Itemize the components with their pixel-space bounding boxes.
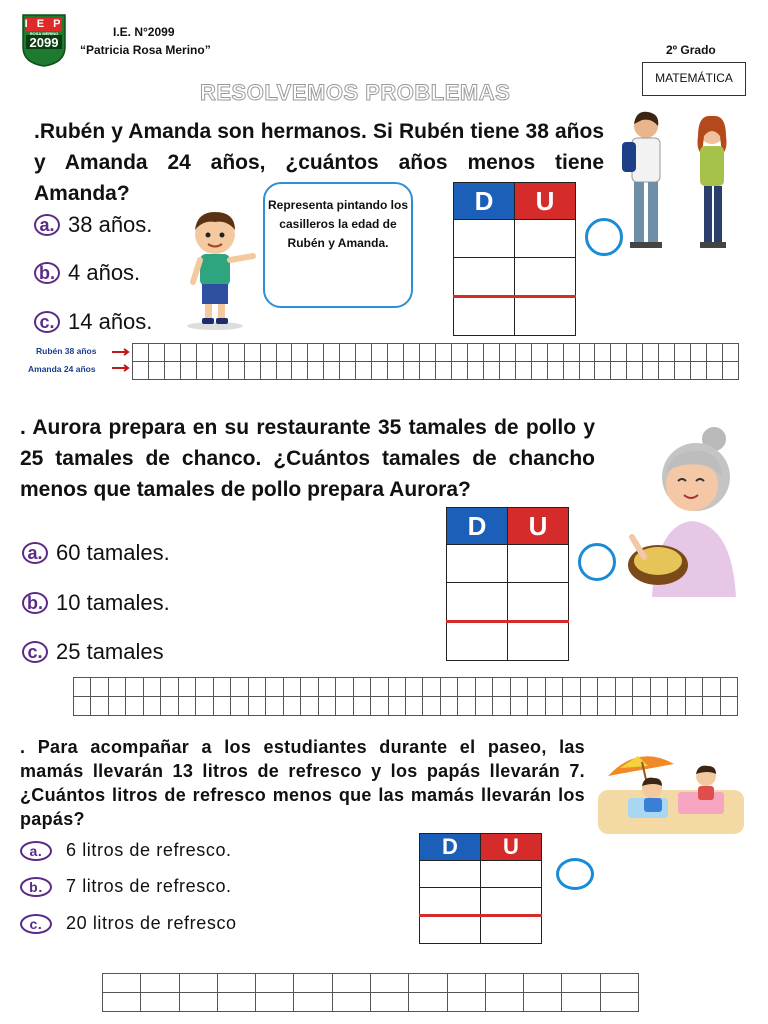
du-cell[interactable] — [420, 888, 481, 916]
grid-cell[interactable] — [633, 678, 650, 697]
instruction-bubble — [263, 182, 413, 308]
answer-circle-2[interactable] — [578, 543, 616, 581]
grid-cell[interactable] — [292, 362, 308, 380]
grid-cell[interactable] — [231, 697, 248, 716]
grid-cell[interactable] — [406, 678, 423, 697]
grid-cell[interactable] — [409, 993, 447, 1012]
logo-subtitle: ROSA MERINO — [29, 31, 59, 36]
grid-cell[interactable] — [180, 993, 218, 1012]
grid-cell[interactable] — [388, 362, 404, 380]
grid-cell[interactable] — [294, 974, 332, 993]
grid-cell[interactable] — [616, 678, 633, 697]
tens-header: D — [447, 508, 508, 545]
grid-cell[interactable] — [284, 678, 301, 697]
problem1-question: ¿cuántos años menos tiene Amanda? — [34, 151, 605, 205]
problem1-option-c[interactable] — [34, 309, 152, 335]
du-cell[interactable] — [420, 916, 481, 944]
place-value-table-1 — [453, 182, 576, 336]
grid-cell[interactable] — [476, 678, 493, 697]
option-text: 25 tamales — [56, 639, 164, 664]
grid-cell[interactable] — [707, 344, 723, 362]
grid-cell[interactable] — [476, 697, 493, 716]
grid-cell[interactable] — [196, 697, 213, 716]
grid-cell[interactable] — [659, 362, 675, 380]
grid-cell[interactable] — [598, 697, 615, 716]
subject-label: MATEMÁTICA — [655, 71, 733, 85]
option-letter: a. — [34, 214, 60, 236]
problem3-option-c[interactable] — [20, 913, 237, 934]
option-text: 38 años. — [68, 212, 153, 237]
grid-cell[interactable] — [144, 678, 161, 697]
grid-cell[interactable] — [404, 344, 420, 362]
place-value-table-2 — [446, 507, 569, 661]
counting-grid-2[interactable] — [73, 677, 738, 716]
grid-cell[interactable] — [249, 678, 266, 697]
grid-cell[interactable] — [356, 344, 372, 362]
grid-cell[interactable] — [721, 678, 738, 697]
problem1-option-a[interactable] — [34, 212, 152, 238]
option-letter: c. — [20, 914, 52, 934]
grid-cell[interactable] — [340, 344, 356, 362]
option-letter: b. — [22, 592, 48, 614]
grade-label: 2º Grado — [666, 43, 716, 57]
grid-cell[interactable] — [301, 678, 318, 697]
grid-cell[interactable] — [500, 344, 516, 362]
grid-cell[interactable] — [229, 344, 245, 362]
grid-cell[interactable] — [103, 974, 141, 993]
grid-cell[interactable] — [675, 344, 691, 362]
grid-cell[interactable] — [486, 974, 524, 993]
option-text: 6 litros de refresco. — [66, 840, 232, 860]
du-cell[interactable] — [447, 545, 508, 583]
grandmother-illustration — [622, 425, 746, 602]
grid-cell[interactable] — [448, 993, 486, 1012]
subject-box — [642, 62, 746, 96]
grid-cell[interactable] — [371, 678, 388, 697]
grid-cell[interactable] — [564, 362, 580, 380]
grid-cell[interactable] — [458, 697, 475, 716]
place-value-table-3 — [419, 833, 542, 944]
grid-cell[interactable] — [546, 678, 563, 697]
grid-cell[interactable] — [627, 362, 643, 380]
grid-cell[interactable] — [218, 974, 256, 993]
grid-cell[interactable] — [333, 974, 371, 993]
grid-cell[interactable] — [91, 697, 108, 716]
grid-cell[interactable] — [245, 362, 261, 380]
grid-cell[interactable] — [493, 678, 510, 697]
grid-cell[interactable] — [161, 678, 178, 697]
du-cell[interactable] — [481, 916, 542, 944]
grid-cell[interactable] — [149, 344, 165, 362]
grid-cell[interactable] — [277, 344, 293, 362]
grid-cell[interactable] — [468, 344, 484, 362]
grid-cell[interactable] — [371, 697, 388, 716]
grid-cell[interactable] — [74, 678, 91, 697]
grid-cell[interactable] — [458, 678, 475, 697]
grid-cell[interactable] — [441, 678, 458, 697]
answer-circle-3[interactable] — [556, 858, 594, 890]
grid-cell[interactable] — [420, 362, 436, 380]
grid-cell[interactable] — [109, 697, 126, 716]
grid-cell[interactable] — [266, 678, 283, 697]
grid-cell[interactable] — [595, 362, 611, 380]
grid-cell[interactable] — [261, 344, 277, 362]
grid-cell[interactable] — [528, 697, 545, 716]
grid-cell[interactable] — [516, 344, 532, 362]
grid-label-ruben: Rubén 38 años — [36, 346, 97, 356]
problem2-option-a[interactable] — [22, 540, 170, 566]
grid-cell[interactable] — [141, 993, 179, 1012]
grid-cell[interactable] — [668, 678, 685, 697]
grid-cell[interactable] — [354, 678, 371, 697]
grid-cell[interactable] — [388, 344, 404, 362]
beach-illustration — [598, 746, 744, 839]
option-letter: c. — [34, 311, 60, 333]
school-number: I.E. N°2099 — [113, 25, 175, 39]
grid-cell[interactable] — [371, 993, 409, 1012]
option-letter: b. — [34, 262, 60, 284]
grid-cell[interactable] — [643, 362, 659, 380]
grid-cell[interactable] — [340, 362, 356, 380]
grid-cell[interactable] — [308, 362, 324, 380]
grid-cell[interactable] — [165, 362, 181, 380]
grid-cell[interactable] — [611, 362, 627, 380]
tens-header: D — [420, 834, 481, 861]
grid-cell[interactable] — [213, 344, 229, 362]
grid-cell[interactable] — [354, 697, 371, 716]
problem1-option-b[interactable] — [34, 260, 140, 286]
grid-cell[interactable] — [214, 678, 231, 697]
grid-cell[interactable] — [109, 678, 126, 697]
counting-grid-1[interactable] — [132, 343, 739, 380]
grid-cell[interactable] — [651, 697, 668, 716]
problem3-statement: . Para acompañar a los estudiantes durante el paseo, las mamás llevarán 13 litros de refresco y los papás llevarán 7. — [20, 737, 585, 781]
grid-cell[interactable] — [149, 362, 165, 380]
grid-cell[interactable] — [181, 362, 197, 380]
units-header: U — [508, 508, 569, 545]
grid-cell[interactable] — [141, 974, 179, 993]
du-cell[interactable] — [515, 297, 576, 336]
grid-cell[interactable] — [564, 344, 580, 362]
grid-cell[interactable] — [256, 993, 294, 1012]
du-cell[interactable] — [515, 220, 576, 258]
units-header: U — [515, 183, 576, 220]
grid-cell[interactable] — [249, 697, 266, 716]
grid-cell[interactable] — [500, 362, 516, 380]
option-letter: a. — [20, 841, 52, 861]
grid-label-amanda: Amanda 24 años — [28, 364, 96, 374]
grid-cell[interactable] — [511, 678, 528, 697]
grid-cell[interactable] — [231, 678, 248, 697]
grid-cell[interactable] — [133, 344, 149, 362]
grid-cell[interactable] — [548, 344, 564, 362]
grid-cell[interactable] — [511, 697, 528, 716]
grid-cell[interactable] — [324, 362, 340, 380]
du-cell[interactable] — [447, 583, 508, 622]
grid-cell[interactable] — [214, 697, 231, 716]
grid-cell[interactable] — [721, 697, 738, 716]
option-letter: b. — [20, 877, 52, 897]
grid-cell[interactable] — [74, 697, 91, 716]
grid-cell[interactable] — [563, 697, 580, 716]
option-text: 14 años. — [68, 309, 153, 334]
grid-cell[interactable] — [723, 344, 739, 362]
grid-cell[interactable] — [336, 697, 353, 716]
grid-cell[interactable] — [213, 362, 229, 380]
problem3-option-b[interactable] — [20, 876, 232, 897]
grid-cell[interactable] — [562, 993, 600, 1012]
problem3-question: ¿Cuántos litros de refresco menos que las mamás llevarán los papás? — [20, 785, 585, 829]
grid-cell[interactable] — [452, 362, 468, 380]
grid-cell[interactable] — [284, 697, 301, 716]
grid-cell[interactable] — [562, 974, 600, 993]
grid-cell[interactable] — [103, 993, 141, 1012]
grid-cell[interactable] — [389, 678, 406, 697]
grid-cell[interactable] — [581, 697, 598, 716]
grid-cell[interactable] — [601, 974, 639, 993]
grid-cell[interactable] — [675, 362, 691, 380]
grid-cell[interactable] — [563, 678, 580, 697]
option-letter: c. — [22, 641, 48, 663]
grid-cell[interactable] — [633, 697, 650, 716]
grid-cell[interactable] — [301, 697, 318, 716]
grid-cell[interactable] — [686, 678, 703, 697]
grid-cell[interactable] — [436, 362, 452, 380]
grid-cell[interactable] — [356, 362, 372, 380]
grid-cell[interactable] — [91, 678, 108, 697]
grid-cell[interactable] — [308, 344, 324, 362]
grid-cell[interactable] — [484, 344, 500, 362]
du-cell[interactable] — [508, 545, 569, 583]
du-cell[interactable] — [454, 258, 515, 297]
grid-cell[interactable] — [532, 362, 548, 380]
grid-cell[interactable] — [616, 697, 633, 716]
option-text: 7 litros de refresco. — [66, 876, 232, 896]
du-cell[interactable] — [481, 888, 542, 916]
grid-cell[interactable] — [420, 344, 436, 362]
grid-cell[interactable] — [659, 344, 675, 362]
grid-cell[interactable] — [668, 697, 685, 716]
problem1-statement: .Rubén y Amanda son hermanos. Si Rubén tiene 38 años y Amanda 24 años, — [34, 120, 604, 174]
grid-cell[interactable] — [277, 362, 293, 380]
grid-cell[interactable] — [452, 344, 468, 362]
grid-cell[interactable] — [423, 697, 440, 716]
du-cell[interactable] — [508, 583, 569, 622]
grid-cell[interactable] — [319, 678, 336, 697]
arrow-icons — [110, 346, 132, 374]
grid-cell[interactable] — [336, 678, 353, 697]
grid-cell[interactable] — [197, 362, 213, 380]
grid-cell[interactable] — [292, 344, 308, 362]
grid-cell[interactable] — [324, 344, 340, 362]
grid-cell[interactable] — [256, 974, 294, 993]
grid-cell[interactable] — [686, 697, 703, 716]
grid-cell[interactable] — [580, 362, 596, 380]
grid-cell[interactable] — [165, 344, 181, 362]
grid-cell[interactable] — [126, 697, 143, 716]
problem3-option-a[interactable] — [20, 840, 232, 861]
problem2-question: ¿Cuántos tamales de chancho menos que tamales de pollo prepara Aurora? — [20, 447, 596, 501]
grid-cell[interactable] — [580, 344, 596, 362]
grid-cell[interactable] — [528, 678, 545, 697]
logo-iep: I E P — [24, 18, 64, 30]
grid-cell[interactable] — [601, 993, 639, 1012]
bubble-text: Representa pintando los casilleros la edad de Rubén y Amanda. — [267, 198, 409, 250]
units-header: U — [481, 834, 542, 861]
school-logo — [19, 13, 69, 67]
grid-cell[interactable] — [598, 678, 615, 697]
siblings-illustration — [612, 110, 742, 263]
problem2-option-b[interactable] — [22, 590, 170, 616]
option-text: 20 litros de refresco — [66, 913, 237, 933]
grid-cell[interactable] — [319, 697, 336, 716]
grid-cell[interactable] — [229, 362, 245, 380]
grid-cell[interactable] — [180, 974, 218, 993]
grid-cell[interactable] — [611, 344, 627, 362]
grid-cell[interactable] — [436, 344, 452, 362]
grid-cell[interactable] — [703, 678, 720, 697]
grid-cell[interactable] — [486, 993, 524, 1012]
grid-cell[interactable] — [261, 362, 277, 380]
grid-cell[interactable] — [493, 697, 510, 716]
grid-cell[interactable] — [179, 697, 196, 716]
grid-cell[interactable] — [389, 697, 406, 716]
grid-cell[interactable] — [144, 697, 161, 716]
grid-cell[interactable] — [126, 678, 143, 697]
option-text: 10 tamales. — [56, 590, 170, 615]
grid-cell[interactable] — [595, 344, 611, 362]
du-cell[interactable] — [481, 861, 542, 888]
grid-cell[interactable] — [245, 344, 261, 362]
grid-cell[interactable] — [133, 362, 149, 380]
grid-cell[interactable] — [266, 697, 283, 716]
du-cell[interactable] — [447, 622, 508, 661]
grid-cell[interactable] — [294, 993, 332, 1012]
grid-cell[interactable] — [703, 697, 720, 716]
grid-cell[interactable] — [423, 678, 440, 697]
option-text: 60 tamales. — [56, 540, 170, 565]
grid-cell[interactable] — [691, 362, 707, 380]
du-cell[interactable] — [454, 220, 515, 258]
grid-cell[interactable] — [179, 678, 196, 697]
school-name: “Patricia Rosa Merino” — [80, 43, 211, 57]
grid-cell[interactable] — [404, 362, 420, 380]
grid-cell[interactable] — [197, 344, 213, 362]
du-cell[interactable] — [508, 622, 569, 661]
grid-cell[interactable] — [524, 974, 562, 993]
problem2-statement: . Aurora prepara en su restaurante 35 tamales de pollo y 25 tamales de chanco. — [20, 416, 595, 470]
grid-cell[interactable] — [651, 678, 668, 697]
grid-cell[interactable] — [643, 344, 659, 362]
grid-cell[interactable] — [406, 697, 423, 716]
problem2-text — [20, 412, 595, 505]
grid-cell[interactable] — [723, 362, 739, 380]
problem3-text — [20, 735, 585, 831]
grid-cell[interactable] — [524, 993, 562, 1012]
grid-cell[interactable] — [516, 362, 532, 380]
grid-cell[interactable] — [441, 697, 458, 716]
grid-cell[interactable] — [196, 678, 213, 697]
du-cell[interactable] — [420, 861, 481, 888]
grid-cell[interactable] — [627, 344, 643, 362]
problem2-option-c[interactable] — [22, 639, 164, 665]
grid-cell[interactable] — [218, 993, 256, 1012]
grid-cell[interactable] — [691, 344, 707, 362]
grid-cell[interactable] — [372, 362, 388, 380]
grid-cell[interactable] — [371, 974, 409, 993]
page-title: RESOLVEMOS PROBLEMAS — [200, 80, 511, 105]
grid-cell[interactable] — [484, 362, 500, 380]
grid-cell[interactable] — [161, 697, 178, 716]
grid-cell[interactable] — [409, 974, 447, 993]
logo-number: 2099 — [29, 35, 59, 50]
option-text: 4 años. — [68, 260, 141, 285]
boy-illustration — [183, 208, 263, 335]
du-cell[interactable] — [454, 297, 515, 336]
grid-cell[interactable] — [181, 344, 197, 362]
grid-cell[interactable] — [532, 344, 548, 362]
grid-cell[interactable] — [333, 993, 371, 1012]
option-letter: a. — [22, 542, 48, 564]
grid-cell[interactable] — [468, 362, 484, 380]
du-cell[interactable] — [515, 258, 576, 297]
tens-header: D — [454, 183, 515, 220]
grid-cell[interactable] — [448, 974, 486, 993]
grid-cell[interactable] — [372, 344, 388, 362]
grid-cell[interactable] — [707, 362, 723, 380]
grid-cell[interactable] — [581, 678, 598, 697]
grid-cell[interactable] — [548, 362, 564, 380]
grid-cell[interactable] — [546, 697, 563, 716]
counting-grid-3[interactable] — [102, 973, 639, 1012]
